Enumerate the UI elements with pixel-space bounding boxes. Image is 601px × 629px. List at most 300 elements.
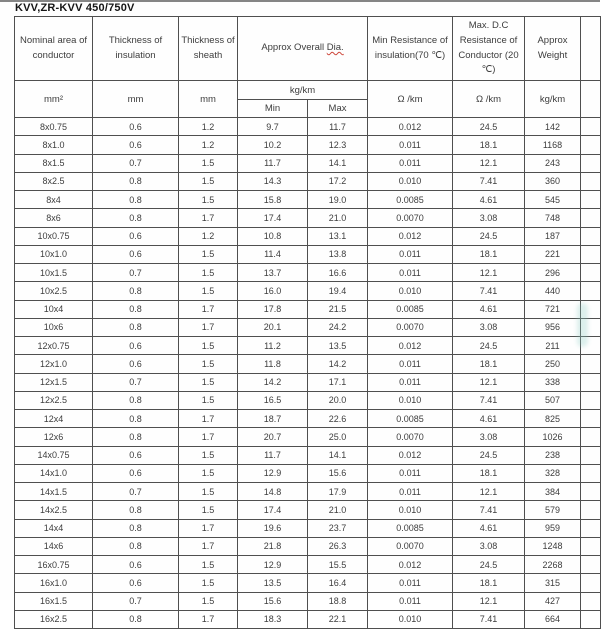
- cell-weight: 748: [525, 209, 581, 227]
- cell-dia-max: 14.1: [308, 154, 368, 172]
- cell-dia-min: 11.8: [238, 355, 308, 373]
- table-row: [15, 464, 601, 482]
- cell-insulation-thickness: 0.6: [93, 245, 179, 263]
- cell-dia-min: 15.6: [238, 592, 308, 610]
- cell-insulation-resistance: 0.011: [368, 574, 453, 592]
- cell-insulation-thickness: 0.7: [93, 373, 179, 391]
- cell-insulation-thickness: 0.8: [93, 300, 179, 318]
- cropped-column-cell: [581, 410, 601, 428]
- cell-sheath-thickness: 1.5: [179, 245, 238, 263]
- cell-sheath-thickness: 1.5: [179, 574, 238, 592]
- cell-weight: 250: [525, 355, 581, 373]
- cell-insulation-thickness: 0.6: [93, 227, 179, 245]
- cell-dia-max: 17.2: [308, 172, 368, 190]
- cell-dia-max: 14.2: [308, 355, 368, 373]
- cell-sheath-thickness: 1.5: [179, 337, 238, 355]
- cell-insulation-thickness: 0.8: [93, 318, 179, 336]
- cell-dia-max: 21.0: [308, 501, 368, 519]
- cell-weight: 142: [525, 118, 581, 136]
- cell-insulation-resistance: 0.011: [368, 154, 453, 172]
- cell-conductor-resistance: 3.08: [453, 318, 525, 336]
- cell-insulation-thickness: 0.8: [93, 391, 179, 409]
- cell-weight: 360: [525, 172, 581, 190]
- cell-insulation-resistance: 0.0070: [368, 318, 453, 336]
- cell-dia-min: 21.8: [238, 537, 308, 555]
- cropped-column-cell: [581, 556, 601, 574]
- cropped-column-cell: [581, 227, 601, 245]
- cell-nominal-area: 14x1.5: [15, 483, 93, 501]
- cell-nominal-area: 10x0.75: [15, 227, 93, 245]
- cell-dia-min: 20.7: [238, 428, 308, 446]
- table-row: [15, 446, 601, 464]
- cell-conductor-resistance: 24.5: [453, 446, 525, 464]
- cell-insulation-resistance: 0.0070: [368, 537, 453, 555]
- table-row: [15, 519, 601, 537]
- cell-weight: 2268: [525, 556, 581, 574]
- unit-overall-dia: kg/km: [238, 81, 368, 100]
- table-row: [15, 300, 601, 318]
- unit-insulation: mm: [93, 81, 179, 118]
- cell-dia-max: 24.2: [308, 318, 368, 336]
- cell-insulation-resistance: 0.010: [368, 172, 453, 190]
- cell-insulation-resistance: 0.012: [368, 227, 453, 245]
- page-title: KVV,ZR-KVV 450/750V: [15, 2, 135, 14]
- cell-dia-min: 16.0: [238, 282, 308, 300]
- cell-dia-min: 9.7: [238, 118, 308, 136]
- table-body: [15, 118, 601, 629]
- subheader-dia-max: Max: [308, 100, 368, 118]
- table-row: [15, 209, 601, 227]
- cell-dia-max: 21.5: [308, 300, 368, 318]
- cell-weight: 721: [525, 300, 581, 318]
- cell-weight: 545: [525, 191, 581, 209]
- cell-nominal-area: 16x2.5: [15, 610, 93, 628]
- cropped-column-cell: [581, 355, 601, 373]
- cell-sheath-thickness: 1.7: [179, 300, 238, 318]
- cropped-column-cell: [581, 592, 601, 610]
- cell-dia-min: 11.7: [238, 154, 308, 172]
- cell-conductor-resistance: 12.1: [453, 483, 525, 501]
- cell-insulation-resistance: 0.011: [368, 355, 453, 373]
- cropped-column-cell: [581, 464, 601, 482]
- cell-insulation-resistance: 0.0085: [368, 410, 453, 428]
- cell-nominal-area: 14x2.5: [15, 501, 93, 519]
- cell-conductor-resistance: 4.61: [453, 519, 525, 537]
- cell-nominal-area: 14x1.0: [15, 464, 93, 482]
- table-row: [15, 227, 601, 245]
- cell-insulation-thickness: 0.8: [93, 519, 179, 537]
- col-header-min-insulation-resistance: Min Resistance of insulation(70 ℃): [368, 17, 453, 81]
- cell-dia-min: 11.2: [238, 337, 308, 355]
- cell-insulation-thickness: 0.6: [93, 556, 179, 574]
- cell-insulation-thickness: 0.6: [93, 464, 179, 482]
- cell-dia-min: 13.7: [238, 264, 308, 282]
- cell-weight: 328: [525, 464, 581, 482]
- cell-insulation-thickness: 0.7: [93, 264, 179, 282]
- cell-insulation-thickness: 0.7: [93, 483, 179, 501]
- table-row: [15, 574, 601, 592]
- cell-nominal-area: 8x2.5: [15, 172, 93, 190]
- cell-dia-max: 16.6: [308, 264, 368, 282]
- cell-weight: 315: [525, 574, 581, 592]
- cable-spec-table: [14, 16, 601, 629]
- cell-sheath-thickness: 1.7: [179, 519, 238, 537]
- cell-dia-max: 21.0: [308, 209, 368, 227]
- cell-dia-min: 14.8: [238, 483, 308, 501]
- col-header-overall-dia: [238, 17, 368, 81]
- unit-weight: kg/km: [525, 81, 581, 118]
- cell-insulation-resistance: 0.0070: [368, 209, 453, 227]
- cell-dia-min: 20.1: [238, 318, 308, 336]
- cell-nominal-area: 12x6: [15, 428, 93, 446]
- table-row: [15, 245, 601, 263]
- cell-dia-max: 17.1: [308, 373, 368, 391]
- cropped-column-cell: [581, 501, 601, 519]
- cell-nominal-area: 16x0.75: [15, 556, 93, 574]
- cell-insulation-resistance: 0.011: [368, 592, 453, 610]
- cropped-column-cell: [581, 537, 601, 555]
- cell-nominal-area: 10x6: [15, 318, 93, 336]
- table-row: [15, 154, 601, 172]
- cell-conductor-resistance: 3.08: [453, 428, 525, 446]
- cell-sheath-thickness: 1.5: [179, 264, 238, 282]
- table-row: [15, 391, 601, 409]
- cell-conductor-resistance: 4.61: [453, 191, 525, 209]
- cell-insulation-resistance: 0.011: [368, 264, 453, 282]
- cell-dia-max: 13.5: [308, 337, 368, 355]
- cell-conductor-resistance: 7.41: [453, 610, 525, 628]
- cell-dia-min: 17.4: [238, 501, 308, 519]
- cell-dia-min: 13.5: [238, 574, 308, 592]
- cropped-column-cell: [581, 519, 601, 537]
- cell-dia-min: 17.4: [238, 209, 308, 227]
- cell-sheath-thickness: 1.5: [179, 154, 238, 172]
- table-row: [15, 264, 601, 282]
- cropped-column-cell: [581, 154, 601, 172]
- cell-dia-min: 18.7: [238, 410, 308, 428]
- cell-weight: 211: [525, 337, 581, 355]
- cell-weight: 296: [525, 264, 581, 282]
- cell-insulation-thickness: 0.7: [93, 154, 179, 172]
- cell-insulation-thickness: 0.6: [93, 136, 179, 154]
- cropped-column-cell: [581, 191, 601, 209]
- cell-nominal-area: 12x0.75: [15, 337, 93, 355]
- cell-conductor-resistance: 12.1: [453, 592, 525, 610]
- cell-insulation-resistance: 0.011: [368, 483, 453, 501]
- cell-nominal-area: 8x4: [15, 191, 93, 209]
- cropped-column-cell: [581, 264, 601, 282]
- cell-dia-max: 14.1: [308, 446, 368, 464]
- table-row: [15, 537, 601, 555]
- cell-insulation-thickness: 0.8: [93, 282, 179, 300]
- scan-artifact-smudge: [577, 303, 588, 347]
- cell-sheath-thickness: 1.5: [179, 501, 238, 519]
- table-row: [15, 136, 601, 154]
- table-row: [15, 318, 601, 336]
- cell-sheath-thickness: 1.5: [179, 464, 238, 482]
- cell-conductor-resistance: 3.08: [453, 537, 525, 555]
- cell-dia-min: 10.8: [238, 227, 308, 245]
- cell-insulation-resistance: 0.010: [368, 391, 453, 409]
- cell-weight: 243: [525, 154, 581, 172]
- cell-conductor-resistance: 24.5: [453, 118, 525, 136]
- cell-insulation-thickness: 0.8: [93, 501, 179, 519]
- cell-insulation-resistance: 0.010: [368, 501, 453, 519]
- table-row: [15, 556, 601, 574]
- col-header-insulation-thickness: Thickness of insulation: [93, 17, 179, 81]
- cell-sheath-thickness: 1.7: [179, 410, 238, 428]
- cell-dia-min: 10.2: [238, 136, 308, 154]
- unit-nominal-area: mm²: [15, 81, 93, 118]
- cell-weight: 959: [525, 519, 581, 537]
- cell-conductor-resistance: 7.41: [453, 501, 525, 519]
- cell-nominal-area: 14x4: [15, 519, 93, 537]
- cropped-column-header: [581, 17, 601, 81]
- cropped-column-cell: [581, 209, 601, 227]
- cell-insulation-resistance: 0.012: [368, 556, 453, 574]
- cell-conductor-resistance: 7.41: [453, 172, 525, 190]
- cell-sheath-thickness: 1.5: [179, 282, 238, 300]
- cell-nominal-area: 8x1.5: [15, 154, 93, 172]
- cell-insulation-resistance: 0.010: [368, 282, 453, 300]
- subheader-dia-min: Min: [238, 100, 308, 118]
- table-row: [15, 501, 601, 519]
- cell-nominal-area: 12x1.5: [15, 373, 93, 391]
- cell-insulation-thickness: 0.6: [93, 446, 179, 464]
- cell-nominal-area: 10x2.5: [15, 282, 93, 300]
- cell-dia-min: 15.8: [238, 191, 308, 209]
- cell-weight: 664: [525, 610, 581, 628]
- cell-nominal-area: 12x2.5: [15, 391, 93, 409]
- cell-conductor-resistance: 18.1: [453, 136, 525, 154]
- cell-dia-max: 16.4: [308, 574, 368, 592]
- table-row: [15, 373, 601, 391]
- cell-weight: 440: [525, 282, 581, 300]
- cell-dia-min: 16.5: [238, 391, 308, 409]
- cell-conductor-resistance: 24.5: [453, 556, 525, 574]
- cell-nominal-area: 12x4: [15, 410, 93, 428]
- cell-sheath-thickness: 1.7: [179, 318, 238, 336]
- table-row: [15, 337, 601, 355]
- cell-insulation-resistance: 0.012: [368, 337, 453, 355]
- cell-insulation-resistance: 0.011: [368, 373, 453, 391]
- cell-insulation-resistance: 0.011: [368, 136, 453, 154]
- cell-sheath-thickness: 1.5: [179, 172, 238, 190]
- cell-weight: 956: [525, 318, 581, 336]
- cell-insulation-resistance: 0.0085: [368, 519, 453, 537]
- cell-insulation-thickness: 0.8: [93, 610, 179, 628]
- table-row: [15, 282, 601, 300]
- cropped-column-cell: [581, 282, 601, 300]
- overall-dia-text: Approx Overall: [261, 42, 327, 54]
- unit-conductor-resistance: Ω /km: [453, 81, 525, 118]
- cell-weight: 825: [525, 410, 581, 428]
- cell-weight: 427: [525, 592, 581, 610]
- cell-insulation-thickness: 0.8: [93, 172, 179, 190]
- cell-conductor-resistance: 4.61: [453, 300, 525, 318]
- cell-nominal-area: 10x4: [15, 300, 93, 318]
- cell-insulation-thickness: 0.8: [93, 537, 179, 555]
- cell-sheath-thickness: 1.7: [179, 610, 238, 628]
- cropped-column-cell: [581, 118, 601, 136]
- cell-insulation-resistance: 0.0070: [368, 428, 453, 446]
- col-header-sheath-thickness: Thickness of sheath: [179, 17, 238, 81]
- cell-sheath-thickness: 1.5: [179, 191, 238, 209]
- cell-sheath-thickness: 1.5: [179, 556, 238, 574]
- cell-sheath-thickness: 1.7: [179, 209, 238, 227]
- cell-dia-min: 11.4: [238, 245, 308, 263]
- cell-insulation-resistance: 0.0085: [368, 300, 453, 318]
- cell-sheath-thickness: 1.5: [179, 592, 238, 610]
- cell-weight: 221: [525, 245, 581, 263]
- cell-dia-max: 17.9: [308, 483, 368, 501]
- cell-dia-min: 11.7: [238, 446, 308, 464]
- cell-dia-min: 14.3: [238, 172, 308, 190]
- cropped-column-cell: [581, 446, 601, 464]
- cell-nominal-area: 14x0.75: [15, 446, 93, 464]
- cropped-column-cell: [581, 81, 601, 118]
- cell-dia-max: 13.8: [308, 245, 368, 263]
- cell-nominal-area: 14x6: [15, 537, 93, 555]
- cell-sheath-thickness: 1.5: [179, 446, 238, 464]
- table-row: [15, 428, 601, 446]
- cropped-column-cell: [581, 391, 601, 409]
- cell-nominal-area: 16x1.0: [15, 574, 93, 592]
- table-row: [15, 410, 601, 428]
- cell-conductor-resistance: 12.1: [453, 264, 525, 282]
- cell-dia-max: 18.8: [308, 592, 368, 610]
- cell-weight: 238: [525, 446, 581, 464]
- cell-dia-min: 12.9: [238, 556, 308, 574]
- cropped-column-cell: [581, 483, 601, 501]
- cell-dia-max: 20.0: [308, 391, 368, 409]
- cell-sheath-thickness: 1.2: [179, 227, 238, 245]
- cell-dia-max: 26.3: [308, 537, 368, 555]
- cell-dia-max: 19.4: [308, 282, 368, 300]
- cropped-column-cell: [581, 245, 601, 263]
- cell-conductor-resistance: 12.1: [453, 154, 525, 172]
- table-row: [15, 592, 601, 610]
- cell-insulation-resistance: 0.0085: [368, 191, 453, 209]
- cell-dia-min: 17.8: [238, 300, 308, 318]
- cell-nominal-area: 10x1.0: [15, 245, 93, 263]
- cell-dia-max: 11.7: [308, 118, 368, 136]
- cell-dia-max: 12.3: [308, 136, 368, 154]
- table-row: [15, 610, 601, 628]
- col-header-nominal-area: Nominal area of conductor: [15, 17, 93, 81]
- cell-insulation-resistance: 0.012: [368, 118, 453, 136]
- cell-nominal-area: 8x1.0: [15, 136, 93, 154]
- cell-dia-min: 14.2: [238, 373, 308, 391]
- cell-conductor-resistance: 24.5: [453, 337, 525, 355]
- cell-weight: 338: [525, 373, 581, 391]
- cell-insulation-thickness: 0.6: [93, 337, 179, 355]
- cell-dia-max: 13.1: [308, 227, 368, 245]
- cell-insulation-thickness: 0.7: [93, 592, 179, 610]
- cell-insulation-thickness: 0.6: [93, 355, 179, 373]
- cell-weight: 1168: [525, 136, 581, 154]
- cell-sheath-thickness: 1.2: [179, 136, 238, 154]
- cell-insulation-thickness: 0.6: [93, 118, 179, 136]
- cropped-column-cell: [581, 136, 601, 154]
- cell-dia-max: 22.1: [308, 610, 368, 628]
- cropped-column-cell: [581, 373, 601, 391]
- cell-insulation-resistance: 0.012: [368, 446, 453, 464]
- cropped-column-cell: [581, 172, 601, 190]
- cell-insulation-thickness: 0.8: [93, 191, 179, 209]
- cell-conductor-resistance: 7.41: [453, 391, 525, 409]
- cell-sheath-thickness: 1.7: [179, 537, 238, 555]
- cell-conductor-resistance: 18.1: [453, 355, 525, 373]
- table-row: [15, 355, 601, 373]
- cell-dia-max: 19.0: [308, 191, 368, 209]
- cell-conductor-resistance: 18.1: [453, 574, 525, 592]
- cell-nominal-area: 12x1.0: [15, 355, 93, 373]
- table-header: [15, 17, 601, 118]
- cropped-column-cell: [581, 428, 601, 446]
- cropped-column-cell: [581, 574, 601, 592]
- cell-conductor-resistance: 4.61: [453, 410, 525, 428]
- cell-conductor-resistance: 18.1: [453, 245, 525, 263]
- cell-conductor-resistance: 18.1: [453, 464, 525, 482]
- cell-weight: 1248: [525, 537, 581, 555]
- cell-dia-max: 23.7: [308, 519, 368, 537]
- table-row: [15, 191, 601, 209]
- cell-nominal-area: 8x0.75: [15, 118, 93, 136]
- cell-dia-max: 25.0: [308, 428, 368, 446]
- cell-dia-max: 15.5: [308, 556, 368, 574]
- cell-weight: 507: [525, 391, 581, 409]
- cropped-column-cell: [581, 610, 601, 628]
- col-header-approx-weight: Approx Weight: [525, 17, 581, 81]
- table-row: [15, 483, 601, 501]
- cell-dia-min: 19.6: [238, 519, 308, 537]
- cell-sheath-thickness: 1.5: [179, 373, 238, 391]
- cell-insulation-resistance: 0.011: [368, 245, 453, 263]
- cell-sheath-thickness: 1.5: [179, 391, 238, 409]
- table-row: [15, 172, 601, 190]
- cell-dia-min: 18.3: [238, 610, 308, 628]
- overall-dia-spellcheck-word: Dia.: [326, 42, 344, 54]
- cell-sheath-thickness: 1.2: [179, 118, 238, 136]
- col-header-max-dc-resistance: Max. D.C Resistance of Conductor (20 ℃): [453, 17, 525, 81]
- cell-insulation-resistance: 0.011: [368, 464, 453, 482]
- cell-insulation-thickness: 0.8: [93, 410, 179, 428]
- cell-conductor-resistance: 3.08: [453, 209, 525, 227]
- cell-insulation-thickness: 0.8: [93, 209, 179, 227]
- cell-insulation-resistance: 0.010: [368, 610, 453, 628]
- cell-weight: 187: [525, 227, 581, 245]
- unit-insulation-resistance: Ω /km: [368, 81, 453, 118]
- cell-weight: 1026: [525, 428, 581, 446]
- cell-dia-min: 12.9: [238, 464, 308, 482]
- cell-conductor-resistance: 12.1: [453, 373, 525, 391]
- cell-nominal-area: 10x1.5: [15, 264, 93, 282]
- cell-weight: 384: [525, 483, 581, 501]
- cell-conductor-resistance: 24.5: [453, 227, 525, 245]
- cell-sheath-thickness: 1.5: [179, 483, 238, 501]
- cell-dia-max: 15.6: [308, 464, 368, 482]
- header-row: [15, 17, 601, 81]
- table-row: [15, 118, 601, 136]
- unit-sheath: mm: [179, 81, 238, 118]
- cell-weight: 579: [525, 501, 581, 519]
- cell-sheath-thickness: 1.7: [179, 428, 238, 446]
- cell-conductor-resistance: 7.41: [453, 282, 525, 300]
- units-row: [15, 81, 601, 100]
- cell-nominal-area: 16x1.5: [15, 592, 93, 610]
- cell-insulation-thickness: 0.8: [93, 428, 179, 446]
